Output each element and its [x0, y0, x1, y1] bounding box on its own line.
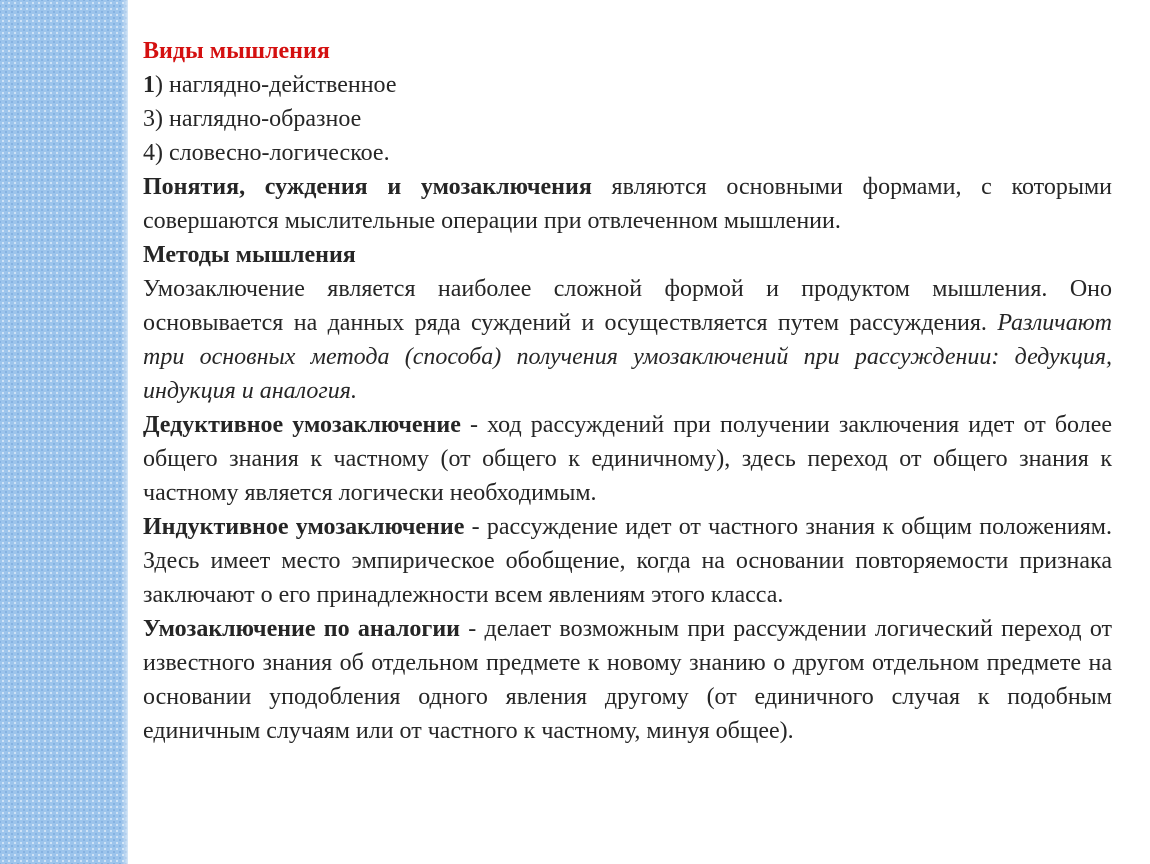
- slide-title: Виды мышления: [143, 38, 330, 64]
- thinking-type-3: 3) наглядно-образное: [143, 106, 362, 132]
- slide-content: [143, 34, 1112, 748]
- thinking-type-4: 4) словесно-логическое.: [143, 140, 390, 166]
- concepts-term: Понятия, суждения и умозаключения: [143, 174, 592, 200]
- inductive-term: Индуктивное умозаключение: [143, 514, 465, 540]
- deductive-term: Дедуктивное умозаключение: [143, 412, 461, 438]
- decorative-side-strip: [0, 0, 128, 864]
- inductive-text: - рассуждение идет от частного знания к общим положениям. Здесь имеет место эмпирическое обобщение, когда на основании повторяемости признака заключают о его принадлежности всем явлениям этого класса.: [143, 514, 1112, 608]
- concepts-text: являются основными формами, с которыми совершаются мыслительные операции при отвлеченном мышлении.: [143, 174, 1112, 234]
- inference-paragraph: [143, 272, 1112, 408]
- concepts-paragraph: [143, 170, 1112, 238]
- inference-italic-text: Различают три основных метода (способа) получения умозаключений при рассуждении: дедукция, индукция и аналогия.: [143, 310, 1112, 404]
- inductive-paragraph: [143, 510, 1112, 612]
- analogy-term: Умозаключение по аналогии: [143, 616, 460, 642]
- methods-heading: Методы мышления: [143, 242, 356, 268]
- deductive-paragraph: [143, 408, 1112, 510]
- thinking-type-1-number: 1: [143, 72, 155, 98]
- inference-text: Умозаключение является наиболее сложной формой и продуктом мышления. Оно основывается на данных ряда суждений и осуществляется путем рассуждения.: [143, 276, 1112, 336]
- thinking-type-1: [143, 68, 1112, 102]
- deductive-text: - ход рассуждений при получении заключения идет от более общего знания к частному (от общего к единичному), здесь переход от общего знания к частному является логически необходимым.: [143, 412, 1112, 506]
- analogy-text: - делает возможным при рассуждении логический переход от известного знания об отдельном предмете к новому знанию о другом отдельном предмете на основании уподобления одного явления другому (от единичного случая к подобным единичным случаям или от частного к частному, минуя общее).: [143, 616, 1112, 744]
- analogy-paragraph: [143, 612, 1112, 748]
- thinking-type-1-text: ) наглядно-действенное: [155, 72, 397, 98]
